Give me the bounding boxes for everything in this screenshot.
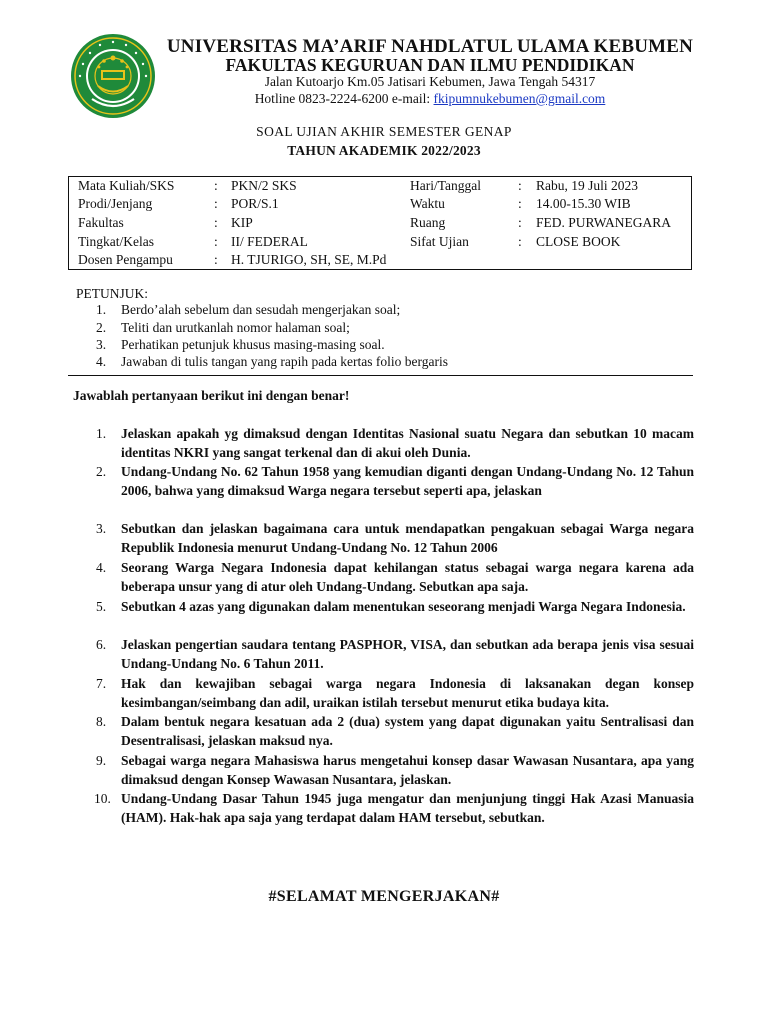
- question-number: 5.: [96, 599, 107, 614]
- email-link[interactable]: fkipumnukebumen@gmail.com: [433, 91, 606, 106]
- info-separator: :: [214, 178, 218, 193]
- faculty-name: FAKULTAS KEGURUAN DAN ILMU PENDIDIKAN: [225, 55, 635, 75]
- instructions-title: PETUNJUK:: [76, 286, 149, 301]
- instruction-item: Berdo’alah sebelum dan sesudah mengerjakan soal;: [121, 302, 401, 317]
- academic-year: TAHUN AKADEMIK 2022/2023: [287, 143, 481, 158]
- info-separator: :: [214, 196, 218, 211]
- info-separator: :: [214, 215, 218, 230]
- info-label: Sifat Ujian: [410, 234, 469, 249]
- question-number: 6.: [96, 637, 107, 652]
- info-label: Fakultas: [78, 215, 124, 230]
- info-separator: :: [214, 234, 218, 249]
- info-label: Waktu: [410, 196, 445, 211]
- info-label: Prodi/Jenjang: [78, 196, 153, 211]
- question-item: Jelaskan pengertian saudara tentang PASPHOR, VISA, dan sebutkan ada berapa jenis visa sesuai Undang-Undang No. 6 Tahun 2011.: [121, 637, 694, 672]
- info-value: 14.00-15.30 WIB: [536, 196, 631, 211]
- exam-info-box: [68, 176, 692, 270]
- question-item: Jelaskan apakah yg dimaksud dengan Identitas Nasional suatu Negara dan sebutkan 10 macam identitas NKRI yang sangat terkenal dan di akui oleh Dunia.: [121, 426, 694, 461]
- divider: [68, 375, 693, 376]
- info-value: POR/S.1: [231, 196, 279, 211]
- question-item: Seorang Warga Negara Indonesia dapat kehilangan status sebagai warga negara karena ada beberapa unsur yang di atur oleh Undang-Undang. Sebutkan apa saja.: [121, 560, 694, 595]
- list-item-number: 4.: [96, 354, 107, 369]
- closing-message: #SELAMAT MENGERJAKAN#: [268, 888, 500, 905]
- question-item: Undang-Undang No. 62 Tahun 1958 yang kemudian diganti dengan Undang-Undang No. 12 Tahun 2006, bahwa yang dimaksud Warga negara tersebut seperti apa, jelaskan: [121, 464, 694, 499]
- info-separator: :: [518, 196, 522, 211]
- info-label: Ruang: [410, 215, 446, 230]
- question-item: Sebutkan dan jelaskan bagaimana cara untuk mendapatkan pengakuan sebagai Warga negara Republik Indonesia menurut Undang-Undang No. 12 Tahun 2006: [121, 521, 694, 556]
- contact-line: [160, 91, 700, 107]
- question-number: 2.: [96, 464, 107, 479]
- question-item: Hak dan kewajiban sebagai warga negara Indonesia di laksanakan degan konsep kesimbangan/seimbang dan adil, uraikan istilah tersebut menurut etika budaya kita.: [121, 676, 694, 711]
- list-item-number: 3.: [96, 337, 107, 352]
- info-value: PKN/2 SKS: [231, 178, 297, 193]
- question-item: Sebagai warga negara Mahasiswa harus mengetahui konsep dasar Wawasan Nusantara, apa yang dimaksud dengan Konsep Wawasan Nusantara, jelaskan.: [121, 753, 694, 788]
- info-value: Rabu, 19 Juli 2023: [536, 178, 639, 193]
- question-number: 4.: [96, 560, 107, 575]
- university-seal-logo: [70, 33, 156, 119]
- question-number: 3.: [96, 521, 107, 536]
- instruction-item: Jawaban di tulis tangan yang rapih pada kertas folio bergaris: [121, 354, 449, 369]
- info-value: H. TJURIGO, SH, SE, M.Pd: [231, 252, 387, 267]
- info-separator: :: [518, 178, 522, 193]
- question-number: 1.: [96, 426, 107, 441]
- university-name: UNIVERSITAS MA’ARIF NAHDLATUL ULAMA KEBUMEN: [166, 36, 694, 57]
- info-value: KIP: [231, 215, 253, 230]
- address: Jalan Kutoarjo Km.05 Jatisari Kebumen, Jawa Tengah 54317: [264, 74, 596, 89]
- question-number: 7.: [96, 676, 107, 691]
- info-label: Tingkat/Kelas: [78, 234, 155, 249]
- info-label: Mata Kuliah/SKS: [78, 178, 175, 193]
- info-separator: :: [214, 252, 218, 267]
- instruction-item: Teliti dan urutkanlah nomor halaman soal;: [121, 320, 350, 335]
- info-label: Hari/Tanggal: [410, 178, 482, 193]
- info-separator: :: [518, 215, 522, 230]
- hotline-text: Hotline 0823-2224-6200 e-mail:: [254, 91, 434, 106]
- question-instruction: Jawablah pertanyaan berikut ini dengan benar!: [73, 388, 350, 403]
- question-item: Sebutkan 4 azas yang digunakan dalam menentukan seseorang menjadi Warga Negara Indonesia.: [121, 599, 686, 614]
- info-value: FED. PURWANEGARA: [536, 215, 672, 230]
- exam-title: SOAL UJIAN AKHIR SEMESTER GENAP: [256, 124, 512, 139]
- question-number: 8.: [96, 714, 107, 729]
- info-label: Dosen Pengampu: [78, 252, 173, 267]
- question-number: 9.: [96, 753, 107, 768]
- info-value: CLOSE BOOK: [536, 234, 621, 249]
- list-item-number: 2.: [96, 320, 107, 335]
- info-value: II/ FEDERAL: [231, 234, 308, 249]
- instruction-item: Perhatikan petunjuk khusus masing-masing soal.: [121, 337, 385, 352]
- question-item: Undang-Undang Dasar Tahun 1945 juga mengatur dan menjunjung tinggi Hak Azasi Manuasia (HAM). Hak-hak apa saja yang terdapat dalam HAM tersebut, sebutkan.: [121, 791, 694, 826]
- list-item-number: 1.: [96, 302, 107, 317]
- question-number: 10.: [94, 791, 111, 806]
- question-item: Dalam bentuk negara kesatuan ada 2 (dua) system yang dapat digunakan yaitu Sentralisasi dan Desentralisasi, jelaskan maksud nya.: [121, 714, 694, 749]
- info-separator: :: [518, 234, 522, 249]
